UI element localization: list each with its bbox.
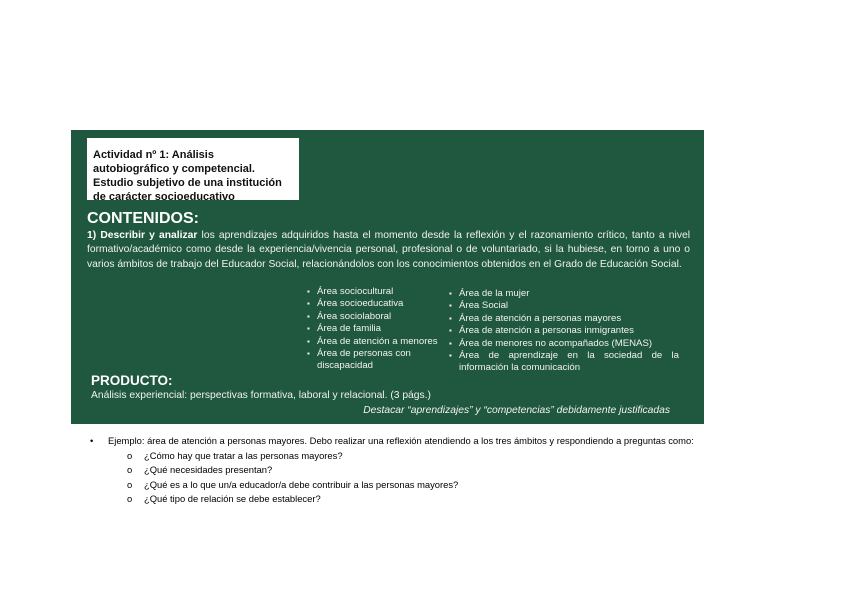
list-item: ▪ Área de atención a personas inmigrantes [449,325,679,337]
circle-bullet-icon: o [127,478,133,490]
producto-note: Destacar “aprendizajes” y “competencias” debidamente justificadas [363,405,670,416]
list-item: ▪ Área de atención a personas mayores [449,313,679,325]
list-item [127,492,830,507]
contenidos-lead: 1) Describir y analizar [87,230,198,241]
question-text: ¿Cómo hay que tratar a las personas mayores? [144,449,343,461]
circle-bullet-icon: o [127,493,133,504]
circle-bullet-icon: o [127,464,133,475]
contenidos-heading: CONTENIDOS: [87,210,199,227]
list-item: ▪ Área Social [449,300,679,312]
list-item: ▪ Área de atención a menores [307,336,439,348]
activity-panel [71,130,704,424]
list-item: ▪ Área de familia [307,323,439,335]
list-item [127,449,830,464]
list-item: ▪ Área de aprendizaje en la sociedad de la información la comunicación [449,350,679,375]
contenidos-paragraph [87,229,690,272]
example-section [90,434,830,507]
list-item: ▪ Área de la mujer [449,288,679,300]
list-item: ▪ Área de menores no acompañados (MENAS) [449,338,679,350]
bullet-icon: • [90,435,94,446]
list-item: ▪ Área sociocultural [307,286,439,298]
list-item: ▪ Área de personas con discapacidad [307,348,439,373]
list-item: ▪ Área socioeducativa [307,298,439,310]
question-list [90,449,830,507]
question-text: ¿Qué tipo de relación se debe establecer? [144,493,321,504]
question-text: ¿Qué es a lo que un/a educador/a debe contribuir a las personas mayores? [144,478,459,490]
activity-title: Actividad nº 1: Análisis autobiográfico y competencial. Estudio subjetivo de una institución de carácter socioeducativo [87,138,299,200]
producto-heading: PRODUCTO: [91,373,173,388]
list-item [127,478,830,493]
example-lead-item [90,434,830,449]
example-lead-text: Ejemplo: área de atención a personas mayores. Debo realizar una reflexión atendiendo a los tres ámbitos y respondiendo a preguntas como: [108,435,694,446]
circle-bullet-icon: o [127,449,133,461]
producto-text: Análisis experiencial: perspectivas formativa, laboral y relacional. (3 págs.) [91,390,431,401]
question-text: ¿Qué necesidades presentan? [144,464,273,475]
list-item [127,463,830,478]
areas-list-right [449,288,679,375]
contenidos-text: los aprendizajes adquiridos hasta el momento desde la reflexión y el razonamiento crítico, tanto a nivel formativo/académico como desde la experiencia/vivencia personal, profesional o de voluntariado, si la hubiese, en torno a uno o varios ámbitos de trabajo del Educador Social, relacionándolos con los conocimientos obtenidos en el Grado de Educación Social. [87,230,690,270]
list-item: ▪ Área sociolaboral [307,311,439,323]
areas-list-left [307,286,439,373]
